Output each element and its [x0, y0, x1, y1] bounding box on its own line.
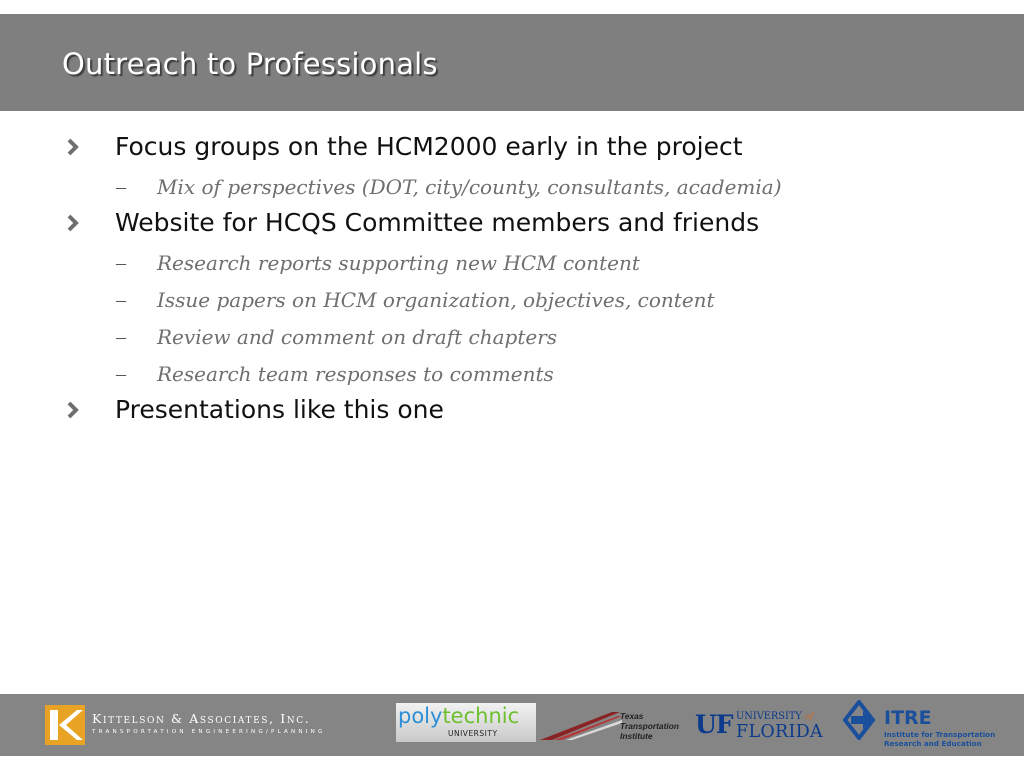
- sub-item-dash: –: [116, 289, 126, 311]
- itre-subtitle-line2: Research and Education: [884, 739, 982, 748]
- tti-line2: Transportation: [620, 721, 679, 731]
- uf-monogram: UF: [695, 710, 733, 739]
- itre-name: ITRE: [884, 707, 932, 729]
- polytechnic-word: [398, 704, 519, 729]
- polytechnic-word-part1: poly: [398, 704, 443, 728]
- tti-line1: Texas: [620, 711, 644, 721]
- uf-florida-word: FLORIDA: [736, 722, 823, 742]
- chevron-right-icon: [66, 399, 80, 421]
- tti-line3: Institute: [620, 731, 653, 741]
- sub-item: [0, 174, 1024, 204]
- slide-title: Outreach to Professionals: [62, 47, 438, 81]
- chevron-right-icon: [66, 136, 80, 158]
- uf-university-line: [736, 711, 813, 722]
- sub-item-text: Mix of perspectives (DOT, city/county, consultants, academia): [157, 175, 782, 199]
- sub-item: [0, 287, 1024, 317]
- sub-item-text: Research team responses to comments: [157, 362, 554, 386]
- itre-subtitle-line1: Institute for Transportation: [884, 730, 996, 739]
- bullet-text: Focus groups on the HCM2000 early in the project: [115, 132, 743, 161]
- itre-arrow-logo: [841, 700, 877, 740]
- kittelson-name: Kittelson & Associates, Inc.: [92, 711, 311, 726]
- itre-subtitle: [884, 730, 995, 748]
- sub-item-text: Research reports supporting new HCM content: [157, 251, 640, 275]
- sub-item-dash: –: [116, 363, 126, 385]
- uf-university-word: UNIVERSITY: [736, 711, 802, 722]
- bullet-item: [0, 132, 1024, 168]
- sub-item-dash: –: [116, 252, 126, 274]
- uf-of-word: of: [805, 712, 814, 722]
- bullet-text: Presentations like this one: [115, 395, 444, 424]
- polytechnic-word-part2: technic: [442, 704, 520, 728]
- sub-item-text: Issue papers on HCM organization, objectives, content: [157, 288, 715, 312]
- bullet-item: [0, 395, 1024, 431]
- tti-name: [620, 711, 679, 741]
- sub-item-text: Review and comment on draft chapters: [157, 325, 558, 349]
- chevron-right-icon: [66, 212, 80, 234]
- sub-item-dash: –: [116, 326, 126, 348]
- sub-item: [0, 250, 1024, 280]
- kittelson-logo: [45, 705, 85, 745]
- polytechnic-subtitle: UNIVERSITY: [448, 729, 498, 738]
- sub-item-dash: –: [116, 176, 126, 198]
- tti-road-logo: [540, 708, 622, 742]
- bullet-text: Website for HCQS Committee members and friends: [115, 208, 760, 237]
- sub-item: [0, 361, 1024, 391]
- kittelson-tagline: TRANSPORTATION ENGINEERING/PLANNING: [92, 729, 326, 735]
- sub-item: [0, 324, 1024, 354]
- bullet-item: [0, 208, 1024, 244]
- polytechnic-logo: [396, 703, 536, 742]
